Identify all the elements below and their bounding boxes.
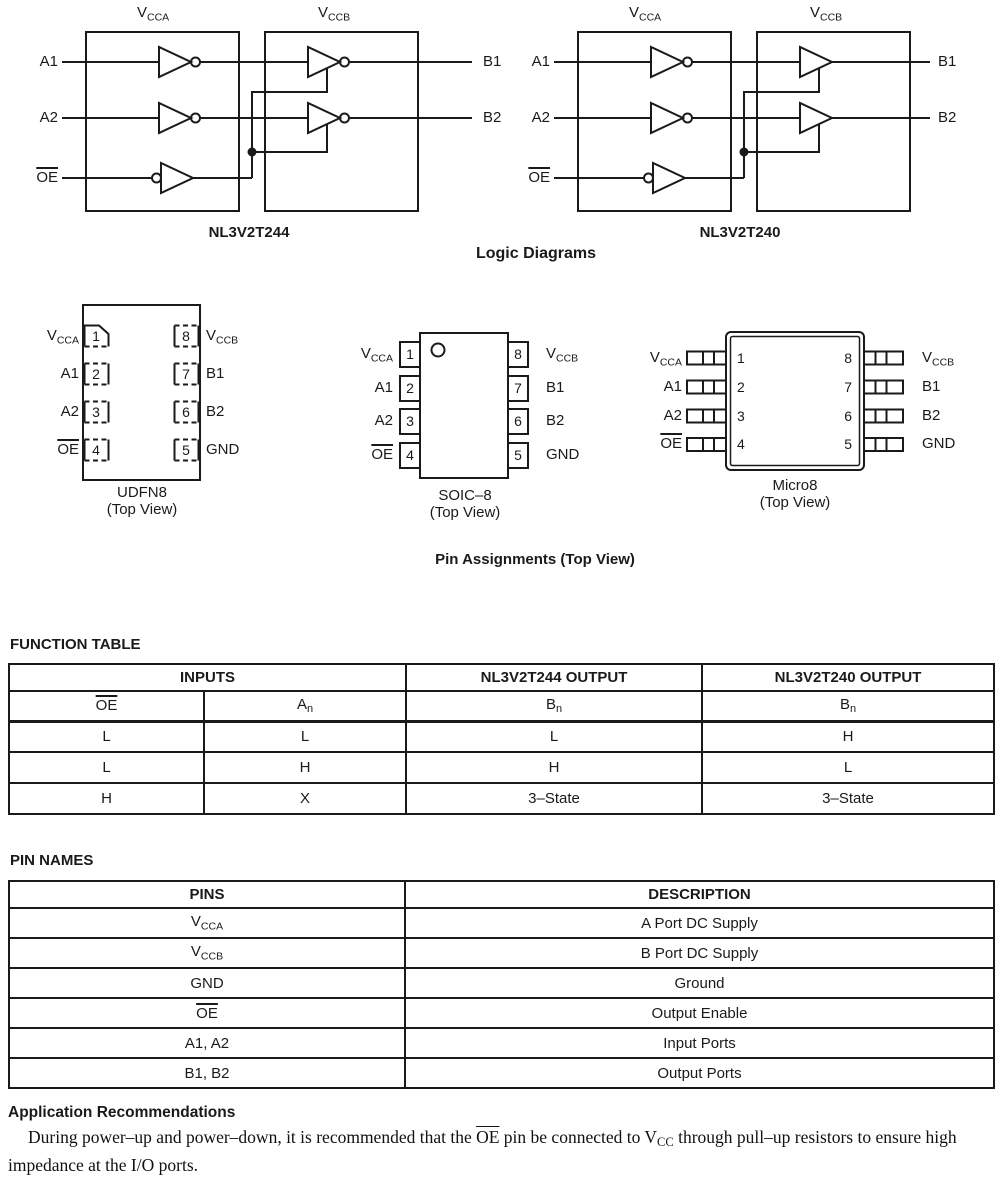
soic8-pin5: 5 xyxy=(514,447,522,463)
inputs-group-header: INPUTS xyxy=(9,664,406,691)
desc-cell: A Port DC Supply xyxy=(405,908,994,938)
cell: L xyxy=(204,721,406,752)
desc-cell: Ground xyxy=(405,968,994,998)
desc-cell: B Port DC Supply xyxy=(405,938,994,968)
desc-cell: Output Enable xyxy=(405,998,994,1028)
udfn8-name: UDFN8 xyxy=(116,484,167,501)
micro8-pin4: 4 xyxy=(737,436,745,452)
soic8-name: SOIC–8 xyxy=(438,487,492,504)
pin-cell-oe: $\overline{OE}$ xyxy=(9,998,405,1028)
udfn8-b2-label: B2 xyxy=(206,403,225,420)
pin-assignments-caption: Pin Assignments (Top View) xyxy=(435,551,635,568)
nl3v2t240-output-header: NL3V2T240 OUTPUT xyxy=(702,664,994,691)
b2-label-244: B2 xyxy=(483,109,502,126)
pin-names-row xyxy=(9,908,994,938)
soic8-gnd-label: GND xyxy=(546,446,580,463)
micro8-outline xyxy=(687,332,903,470)
udfn8-gnd-label: GND xyxy=(206,441,240,458)
a2-label-244: A2 xyxy=(39,109,58,126)
cell: H xyxy=(9,783,204,814)
nl3v2t244-output-header: NL3V2T244 OUTPUT xyxy=(406,664,702,691)
cell: L xyxy=(406,721,702,752)
pin-names-row xyxy=(9,968,994,998)
micro8-pin8: 8 xyxy=(844,350,852,366)
cell: X xyxy=(204,783,406,814)
function-table xyxy=(8,663,995,815)
oe-column-header: $\overline{OE}$ xyxy=(9,691,204,721)
micro8-a1-label: A1 xyxy=(663,378,682,395)
udfn8-b1-label: B1 xyxy=(206,365,225,382)
micro8-pin1: 1 xyxy=(737,350,745,366)
pin-names-row xyxy=(9,1028,994,1058)
pin-cell-gnd: GND xyxy=(9,968,405,998)
pin-names-row xyxy=(9,1058,994,1088)
cell: 3–State xyxy=(702,783,994,814)
udfn8-pin5: 5 xyxy=(182,442,190,458)
micro8-pin7: 7 xyxy=(844,379,852,395)
logic-diagrams-caption: Logic Diagrams xyxy=(475,245,597,262)
soic8-pin1: 1 xyxy=(406,346,414,362)
micro8-b1-label: B1 xyxy=(922,378,941,395)
udfn8-pin4: 4 xyxy=(92,442,100,458)
desc-cell: Input Ports xyxy=(405,1028,994,1058)
nl3v2t240-logic-diagram xyxy=(554,32,930,211)
vccb-label-240: $V_{CCB}$ xyxy=(810,4,843,24)
soic8-vcca-label: $V_{CCA}$ xyxy=(360,345,393,365)
function-table-subheader-row xyxy=(9,691,994,721)
cell: H xyxy=(204,752,406,783)
soic8-b2-label: B2 xyxy=(546,412,565,429)
micro8-pin6: 6 xyxy=(844,408,852,424)
udfn8-pin1: 1 xyxy=(92,328,100,344)
a1-label-244: A1 xyxy=(39,53,58,70)
cell: L xyxy=(702,752,994,783)
function-table-row xyxy=(9,721,994,752)
pin-names-heading: PIN NAMES xyxy=(10,852,94,869)
cell: L xyxy=(9,752,204,783)
oe-label-244: $\overline{OE}$ xyxy=(36,169,58,186)
cell: L xyxy=(9,721,204,752)
micro8-vccb-label: $V_{CCB}$ xyxy=(922,349,955,369)
soic8-view: (Top View) xyxy=(429,504,501,521)
oe-label-240: $\overline{OE}$ xyxy=(528,169,550,186)
micro8-pin2: 2 xyxy=(737,379,745,395)
b1-label-240: B1 xyxy=(938,53,957,70)
bn-240-column-header: $B_n$ xyxy=(702,691,994,721)
udfn8-view: (Top View) xyxy=(106,501,178,518)
pin-names-row xyxy=(9,938,994,968)
udfn8-a1-label: A1 xyxy=(60,365,79,382)
pin-names-row xyxy=(9,998,994,1028)
function-table-heading: FUNCTION TABLE xyxy=(10,636,141,653)
micro8-oe-label: $\overline{OE}$ xyxy=(660,435,682,452)
function-table-group-header-row xyxy=(9,664,994,691)
micro8-a2-label: A2 xyxy=(663,407,682,424)
pin-cell-a: A1, A2 xyxy=(9,1028,405,1058)
udfn8-pin2: 2 xyxy=(92,366,100,382)
a2-label-240: A2 xyxy=(531,109,550,126)
micro8-name: Micro8 xyxy=(772,477,818,494)
micro8-b2-label: B2 xyxy=(922,407,941,424)
udfn8-pin8: 8 xyxy=(182,328,190,344)
pin-names-table xyxy=(8,880,995,1089)
udfn8-pin7: 7 xyxy=(182,366,190,382)
soic8-a1-label: A1 xyxy=(374,379,393,396)
udfn8-oe-label: $\overline{OE}$ xyxy=(57,441,79,458)
udfn8-vccb-label: $V_{CCB}$ xyxy=(206,327,239,347)
application-paragraph: During power–up and power–down, it is recommended that the $\overline{OE}$ pin be connected to $V_{CC}$ through pull–up resistors to ensure high impedance at the I/O ports. xyxy=(8,1127,957,1175)
pin-cell-vcca: $V_{CCA}$ xyxy=(9,908,405,938)
pin-cell-b: B1, B2 xyxy=(9,1058,405,1088)
description-header: DESCRIPTION xyxy=(405,881,994,908)
bn-244-column-header: $B_n$ xyxy=(406,691,702,721)
micro8-pin3: 3 xyxy=(737,408,745,424)
b2-label-240: B2 xyxy=(938,109,957,126)
udfn8-pin6: 6 xyxy=(182,404,190,420)
nl3v2t240-title: NL3V2T240 xyxy=(699,224,781,241)
soic8-pin6: 6 xyxy=(514,413,522,429)
function-table-row xyxy=(9,752,994,783)
cell: 3–State xyxy=(406,783,702,814)
soic8-pin3: 3 xyxy=(406,413,414,429)
soic8-pin4: 4 xyxy=(406,447,414,463)
soic8-oe-label: $\overline{OE}$ xyxy=(371,446,393,463)
soic8-vccb-label: $V_{CCB}$ xyxy=(546,345,579,365)
vcca-label-244: $V_{CCA}$ xyxy=(137,4,170,24)
udfn8-pin3: 3 xyxy=(92,404,100,420)
micro8-view: (Top View) xyxy=(759,494,831,511)
micro8-pin5: 5 xyxy=(844,436,852,452)
soic8-a2-label: A2 xyxy=(374,412,393,429)
soic8-pin8: 8 xyxy=(514,346,522,362)
cell: H xyxy=(702,721,994,752)
pins-header: PINS xyxy=(9,881,405,908)
a1-label-240: A1 xyxy=(531,53,550,70)
desc-cell: Output Ports xyxy=(405,1058,994,1088)
function-table-row xyxy=(9,783,994,814)
application-recommendations-heading: Application Recommendations xyxy=(8,1104,236,1121)
cell: H xyxy=(406,752,702,783)
nl3v2t244-logic-diagram xyxy=(62,32,472,211)
pin-cell-vccb: $V_{CCB}$ xyxy=(9,938,405,968)
soic8-pin7: 7 xyxy=(514,380,522,396)
soic8-b1-label: B1 xyxy=(546,379,565,396)
micro8-vcca-label: $V_{CCA}$ xyxy=(649,349,682,369)
soic8-pin2: 2 xyxy=(406,380,414,396)
pin-names-header-row xyxy=(9,881,994,908)
vccb-label-244: $V_{CCB}$ xyxy=(318,4,351,24)
micro8-gnd-label: GND xyxy=(922,435,956,452)
an-column-header: $A_n$ xyxy=(204,691,406,721)
nl3v2t244-title: NL3V2T244 xyxy=(208,224,290,241)
b1-label-244: B1 xyxy=(483,53,502,70)
udfn8-a2-label: A2 xyxy=(60,403,79,420)
udfn8-vcca-label: $V_{CCA}$ xyxy=(46,327,79,347)
vcca-label-240: $V_{CCA}$ xyxy=(629,4,662,24)
